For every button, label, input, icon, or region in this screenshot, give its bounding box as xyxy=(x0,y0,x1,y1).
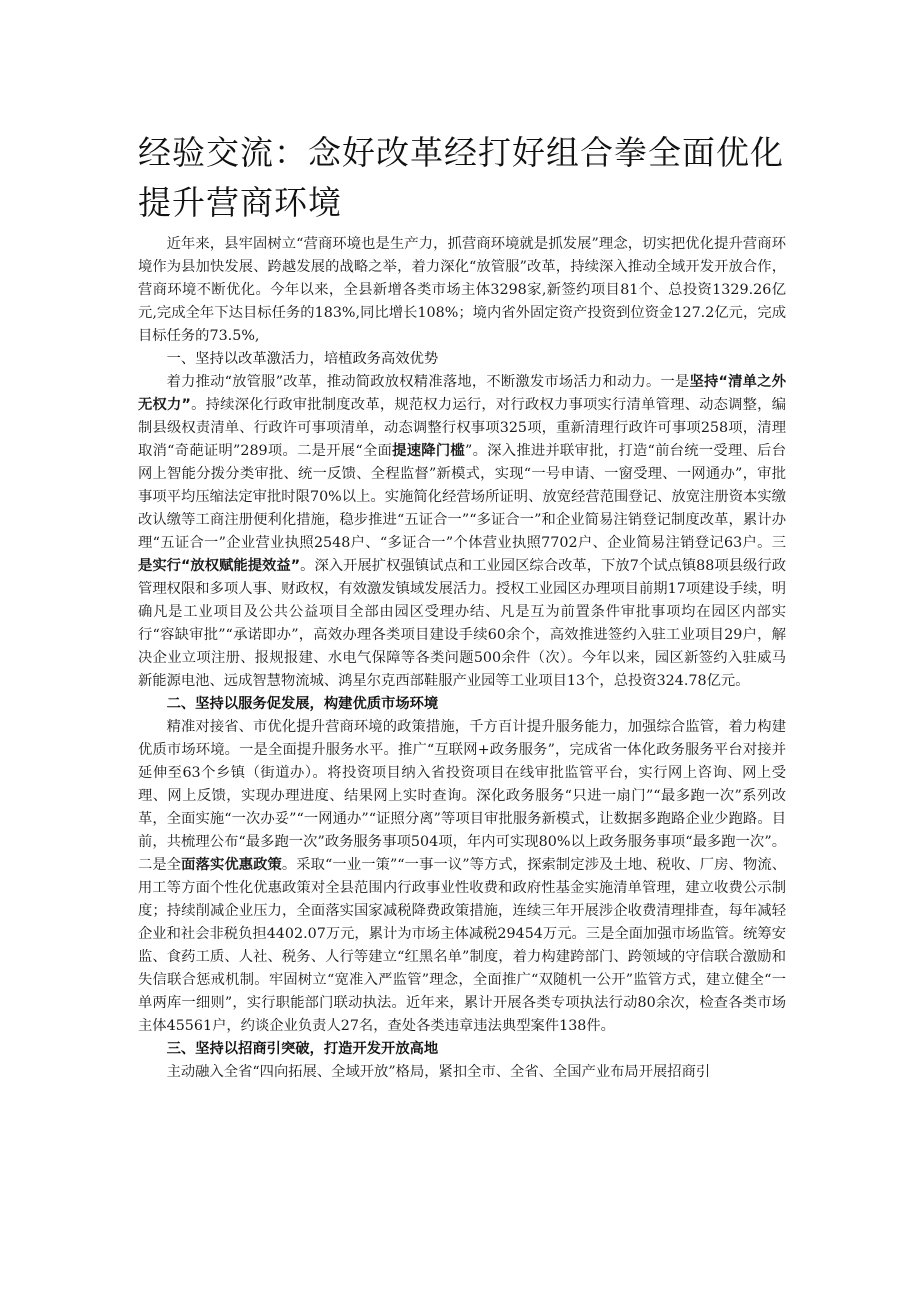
section-1-text-a: 着力推动“放管服”改革，推动简政放权精准落地，不断激发市场活力和动力。一是 xyxy=(166,374,690,390)
section-1-emphasis-2: 提速降门槛 xyxy=(392,443,466,459)
section-2-text-a: 精准对接省、市优化提升营商环境的政策措施，千方百计提升服务能力，加强综合监管，着力构建优质市场环境。一是全面提升服务水平。推广“互联网+政务服务”，完成省一体化政务服务平台对接并延伸至63个乡镇（街道办）。将投资项目纳入省投资项目在线审批监管平台，实行网上咨询、网上受理、网上反馈，实现办理进度、结果网上实时查询。深化政务服务“只进一扇门”“最多跑一次”系列改革，全面实施“一次办妥”“一网通办”“证照分离”等项目审批服务新模式，让数据多跑路企业少跑路。目前，共梳理公布“最多跑一次”政务服务事项504项，年内可实现80%以上政务服务事项“最多跑一次”。二是全 xyxy=(138,719,786,873)
section-1-emphasis-1: 坚持“清单之外无权力” xyxy=(138,374,786,413)
section-1-text-c: 。持续深化行政审批制度改革，规范权力运行，对行政权力事项实行清单管理、动态调整，编制县级权责清单、行政许可事项清单，动态调整行权事项325项，重新清理行政许可事项258项，清理取消“奇葩证明”289项。二是开展“全面 xyxy=(138,397,786,459)
section-2-text-c: 。采取“一业一策”“一事一议”等方式，探索制定涉及土地、税收、厂房、物流、用工等方面个性化优惠政策对全县范围内行政事业性收费和政府性基金实施清单管理，建立收费公示制度；持续削减企业压力，全面落实国家减税降费政策措施，连续三年开展涉企收费清理排查，每年减轻企业和社会非税负担4402.07万元，累计为市场主体减税29454万元。三是全面加强市场监管。统筹安监、食药工质、人社、税务、人行等建立“红黑名单”制度，着力构建跨部门、跨领域的守信联合激励和失信联合惩戒机制。牢固树立“宽准入严监管”理念，全面推广“双随机一公开”监管方式，建立健全“一单两库一细则”，实行职能部门联动执法。近年来，累计开展各类专项执法行动80余次，检查各类市场主体45561户，约谈企业负责人27名，查处各类违章违法典型案件138件。 xyxy=(138,857,787,1034)
section-3-heading: 三、坚持以招商引突破，打造开发开放高地 xyxy=(166,1041,439,1057)
section-2-emphasis-1: 面落实优惠政策 xyxy=(181,857,282,873)
section-1-emphasis-3: 是实行“放权赋能提效益” xyxy=(138,558,301,574)
section-3-paragraph: 主动融入全省“四向拓展、全域开放”格局，紧扣全市、全省、全国产业布局开展招商引 xyxy=(166,1064,711,1080)
intro-paragraph: 近年来，县牢固树立“营商环境也是生产力，抓营商环境就是抓发展”理念，切实把优化提升营商环境作为县加快发展、跨越发展的战略之举，着力深化“放管服”改革，持续深入推动全域开发开放合作，营商环境不断优化。今年以来，全县新增各类市场主体3298家,新签约项目81个、总投资1329.26亿元,完成全年下达目标任务的183%,同比增长108%；境内省外固定资产投资到位资金127.2亿元，完成目标任务的73.5%, xyxy=(138,236,786,344)
section-2-heading: 二、坚持以服务促发展，构建优质市场环境 xyxy=(166,696,439,712)
document-title: 经验交流：念好改革经打好组合拳全面优化提升营商环境 xyxy=(138,133,784,222)
document-body xyxy=(138,233,786,1084)
section-1-text-e: ”。深入推进并联审批，打造“前台统一受理、后台网上智能分拨分类审批、统一反馈、全程监督”新模式，实现“一号申请、一窗受理、一网通办”，审批事项平均压缩法定审批时限70%以上。实施简化经营场所证明、放宽经营范围登记、放宽注册资本实缴改认缴等工商注册便利化措施，稳步推进“五证合一”“多证合一”和企业简易注销登记制度改革，累计办理“五证合一”企业营业执照2548户、“多证合一”个体营业执照7702户、企业简易注销登记63户。三 xyxy=(138,443,787,551)
section-1-paragraph xyxy=(138,371,786,693)
section-2-paragraph xyxy=(138,716,786,1038)
section-1-heading: 一、坚持以改革激活力，培植政务高效优势 xyxy=(166,351,439,367)
section-1-text-g: 。深入开展扩权强镇试点和工业园区综合改革，下放7个试点镇88项县级行政管理权限和多项人事、财政权，有效激发镇域发展活力。授权工业园区办理项目前期17项建设手续，明确凡是工业项目及公共公益项目全部由园区受理办结、凡是互为前置条件审批事项均在园区内部实行“容缺审批”“承诺即办”，高效办理各类项目建设手续60余个，高效推进签约入驻工业项目29户，解决企业立项注册、报规报建、水电气保障等各类问题500余件（次）。今年以来，园区新签约入驻威马新能源电池、远成智慧物流城、鸿星尔克西部鞋服产业园等工业项目13个，总投资324.78亿元。 xyxy=(138,558,787,689)
